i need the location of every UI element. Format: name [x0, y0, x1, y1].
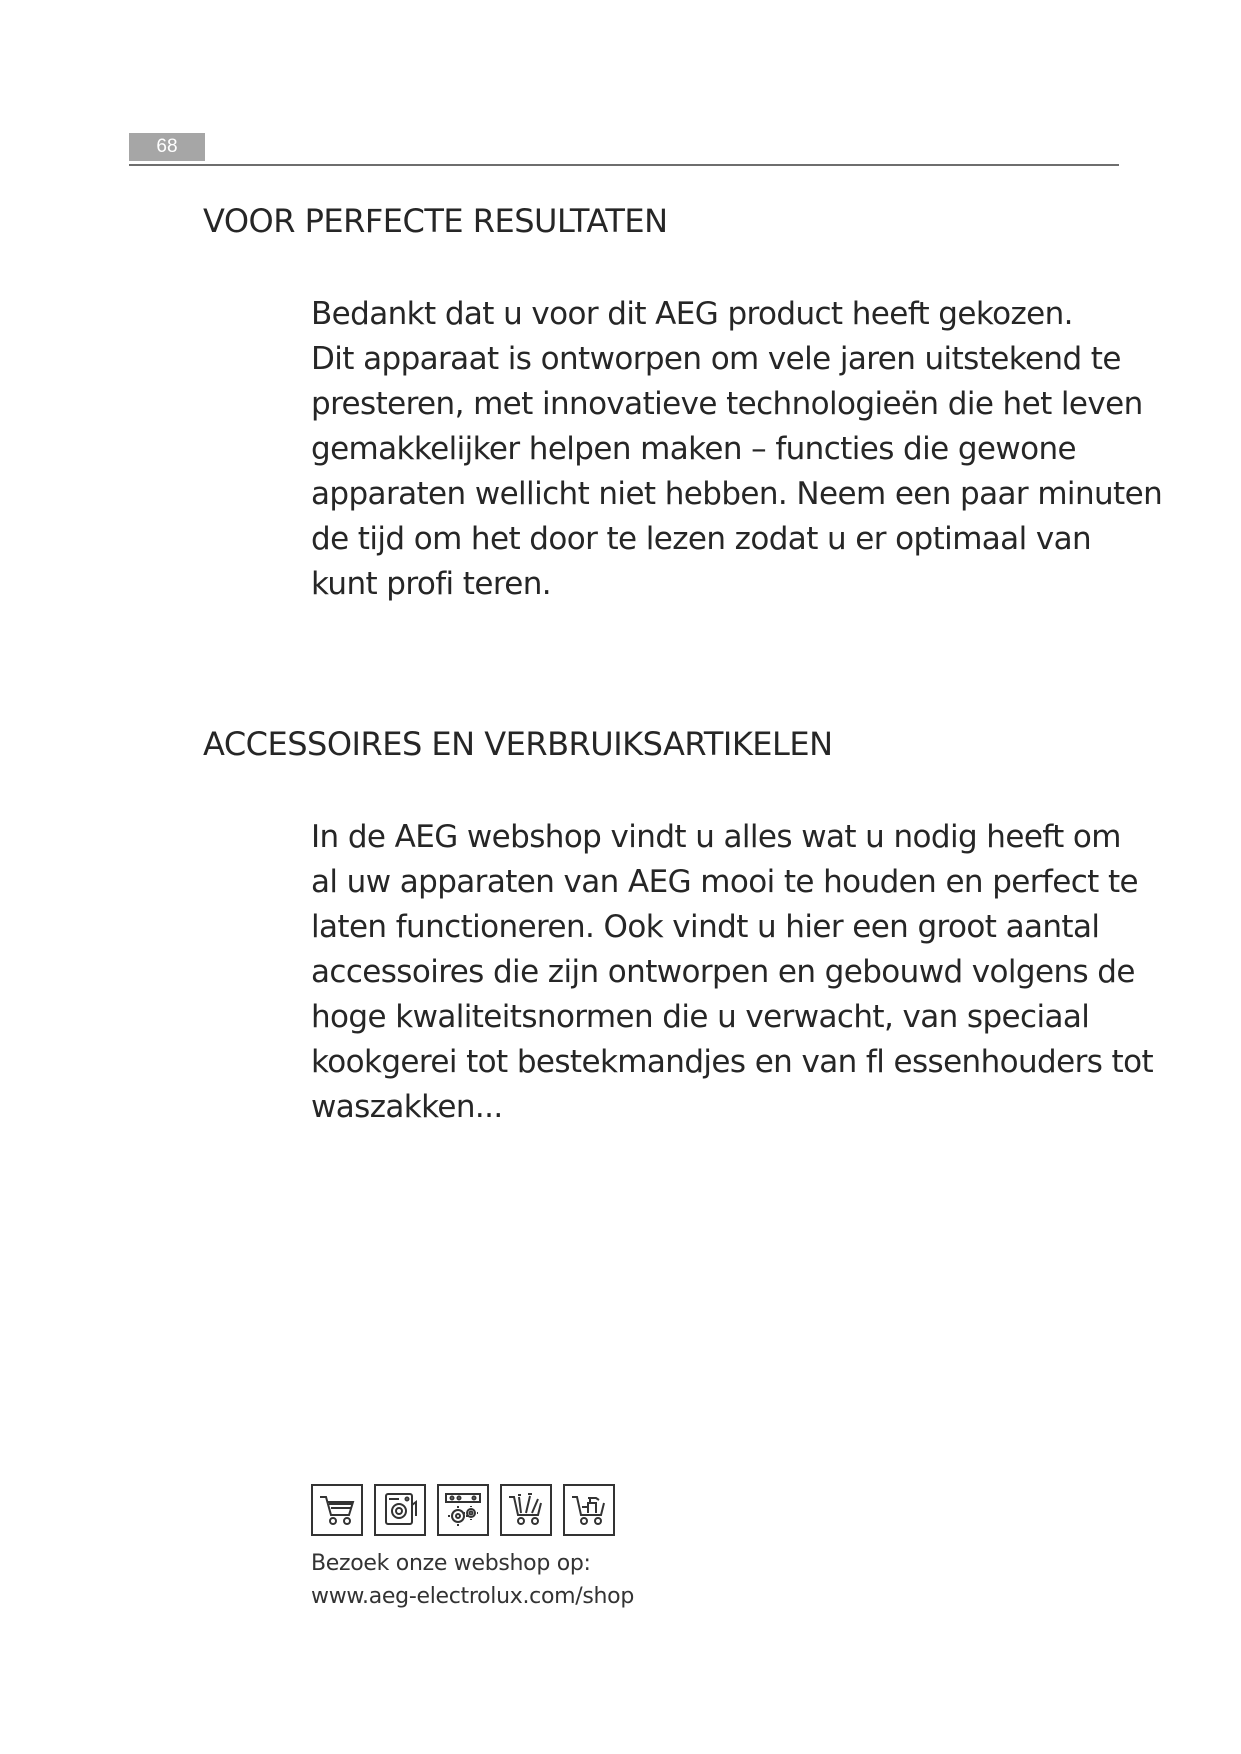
body-line: de tijd om het door te lezen zodat u er optimaal van: [311, 521, 1092, 557]
header-rule: [129, 164, 1119, 166]
body-line: waszakken...: [311, 1089, 503, 1125]
kitchen-tools-cart-icon: [500, 1484, 552, 1536]
body-line: al uw apparaten van AEG mooi te houden en perfect te: [311, 864, 1138, 900]
body-line: hoge kwaliteitsnormen die u verwacht, van speciaal: [311, 999, 1090, 1035]
body-line: apparaten wellicht niet hebben. Neem een paar minuten: [311, 476, 1163, 512]
body-line: kunt profi teren.: [311, 566, 552, 602]
washing-machine-cart-icon: [374, 1484, 426, 1536]
page-number: 68: [129, 133, 205, 161]
webshop-url[interactable]: www.aeg-electrolux.com/shop: [311, 1584, 634, 1609]
body-line: gemakkelijker helpen maken – functies die gewone: [311, 431, 1077, 467]
webshop-icon-row: [311, 1484, 615, 1536]
body-line: kookgerei tot bestekmandjes en van fl essenhouders tot: [311, 1044, 1154, 1080]
oven-gear-icon: [437, 1484, 489, 1536]
body-line: laten functioneren. Ook vindt u hier een groot aantal: [311, 909, 1100, 945]
section-heading-accessories: ACCESSOIRES EN VERBRUIKSARTIKELEN: [203, 725, 833, 763]
section-body-accessories: [311, 815, 1154, 1130]
webshop-info: [311, 1547, 634, 1613]
body-line: presteren, met innovatieve technologieën die het leven: [311, 386, 1143, 422]
section-heading-results: VOOR PERFECTE RESULTATEN: [203, 202, 668, 240]
section-body-results: [311, 292, 1163, 607]
body-line: Bedankt dat u voor dit AEG product heeft gekozen.: [311, 296, 1073, 332]
spray-bottle-cart-icon: [563, 1484, 615, 1536]
body-line: accessoires die zijn ontworpen en gebouwd volgens de: [311, 954, 1135, 990]
body-line: Dit apparaat is ontworpen om vele jaren uitstekend te: [311, 341, 1121, 377]
webshop-prompt: Bezoek onze webshop op:: [311, 1551, 591, 1576]
shopping-cart-icon: [311, 1484, 363, 1536]
body-line: In de AEG webshop vindt u alles wat u nodig heeft om: [311, 819, 1121, 855]
